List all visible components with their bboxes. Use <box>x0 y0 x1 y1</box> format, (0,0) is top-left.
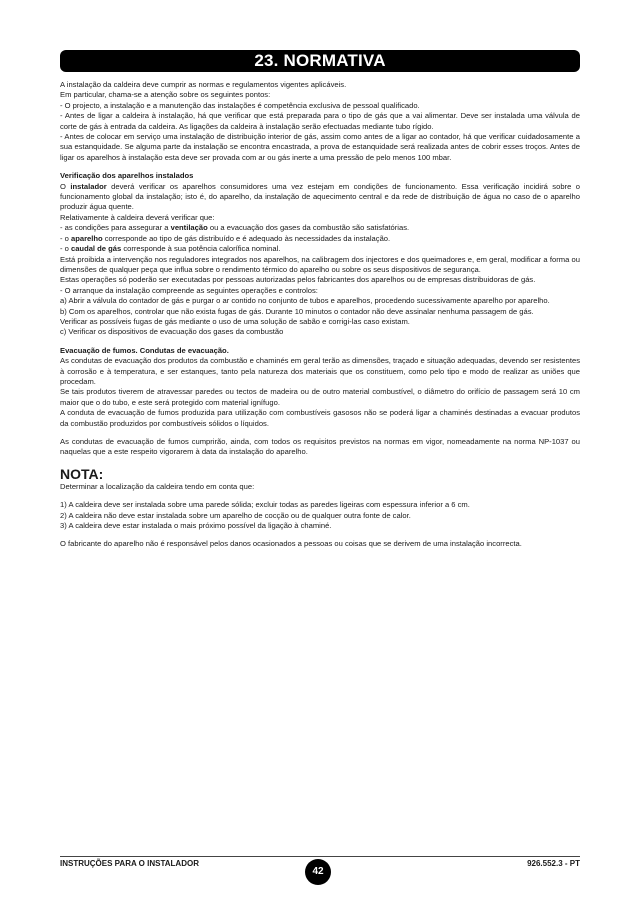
verificacao-paragraph: Está proibida a intervenção nos reguladores integrados nos aparelhos, na calibragem dos injectores e dos queimadores e, em geral, modificar a forma ou dimensões de qualquer peça que influa sobre o rendimento térmico do aparelho ou sobre os seus dispositivos de segurança. <box>60 254 580 274</box>
verificacao-bullet: - o aparelho corresponde ao tipo de gás distribuído e é adequado às necessidades da instalação. <box>60 233 391 243</box>
footer-manual-title: INSTRUÇÕES PARA O INSTALADOR <box>60 859 199 868</box>
intro-line: A instalação da caldeira deve cumprir as normas e regulamentos vigentes aplicáveis. <box>60 80 347 89</box>
document-body <box>60 80 580 550</box>
page-number: 42 <box>305 859 331 885</box>
verificacao-heading: Verificação dos aparelhos instalados <box>60 171 194 181</box>
footer-divider <box>60 856 580 857</box>
nota-heading: NOTA: <box>60 465 104 482</box>
nota-item: 3) A caldeira deve estar instalada o mais próximo possível da ligação à chaminé. <box>60 521 332 531</box>
verificacao-paragraph: O instalador deverá verificar os aparelhos consumidores uma vez estejam em condições de funcionamento. Essa verificação incidirá sobre o funcionamento global da instalação; isto é, do aparelho, da instalação de aquecimento central e da rede de distribuição de água no caso de o aparelho produzir água quente. <box>60 181 580 212</box>
nota-intro: Determinar a localização da caldeira tendo em conta que: <box>60 481 255 491</box>
nota-disclaimer: O fabricante do aparelho não é responsável pelos danos ocasionados a pessoas ou coisas que se derivem de uma instalação incorrecta. <box>60 539 522 549</box>
intro-line: Em particular, chama-se a atenção sobre os seguintes pontos: <box>60 90 271 100</box>
evacuacao-paragraph: A conduta de evacuação de fumos produzida para utilização com combustíveis gasosos não se poderá ligar a chaminés destinadas a evacuar produtos da combustão produzidos por combustíveis sólidos o líquidos. <box>60 408 580 428</box>
evacuacao-paragraph: As condutas de evacuação dos produtos da combustão e chaminés em geral terão as dimensões, traçado e situação adequadas, devendo ser resistentes à corrosão e à temperatura, e ser estanques, tanto pela natureza dos materiais que os constituem, como pelo tipo e modo de realizar as uniões que procedam. <box>60 356 580 386</box>
intro-line: - Antes de colocar em serviço uma instalação de distribuição interior de gás, assim como antes de a ligar ao contador, há que verificar cuidadosamente a sua estanquidade. Se alguma parte da instalação se encontra encastrada, a prova de estanquidade será realizada antes de cobrir esses troços. Antes de ligar os aparelhos à instalação esta deve ser provada com ar ou gás inerte a uma pressão de pelo menos 100 mbar. <box>60 132 580 162</box>
footer-document-code: 926.552.3 - PT <box>527 859 580 868</box>
intro-line: - Antes de ligar a caldeira à instalação, há que verificar que está preparada para o tipo de gás que a vai alimentar. Deve ser instalada uma válvula de corte de gás à entrada da caldeira. As ligações da caldeira à instalação serão efectuadas mediante tubo rígido. <box>60 111 580 131</box>
verificacao-bullet: - as condições para assegurar a ventilação ou a evacuação dos gases da combustão são satisfatórias. <box>60 223 410 233</box>
verificacao-paragraph: b) Com os aparelhos, controlar que não exista fugas de gás. Durante 10 minutos o contador não deve assinalar nenhuma passagem de gás. <box>60 306 534 316</box>
evacuacao-heading: Evacuação de fumos. Condutas de evacuação. <box>60 345 229 355</box>
verificacao-paragraph: a) Abrir a válvula do contador de gás e purgar o ar contido no conjunto de tubos e aparelhos, procedendo sucessivamente aparelho por aparelho. <box>60 296 550 306</box>
verificacao-paragraph: - O arranque da instalação compreende as seguintes operações e controlos: <box>60 285 318 295</box>
verificacao-paragraph: Estas operações só poderão ser executadas por pessoas autorizadas pelos fabricantes dos aparelhos ou de empresas distribuidoras de gás. <box>60 275 536 285</box>
nota-item: 2) A caldeira não deve estar instalada sobre um aparelho de cocção ou de qualquer outra fonte de calor. <box>60 510 411 520</box>
verificacao-bullet: - o caudal de gás corresponde à sua potência calorífica nominal. <box>60 244 281 254</box>
nota-item: 1) A caldeira deve ser instalada sobre uma parede sólida; excluir todas as paredes ligeiras com espessura inferior a 6 cm. <box>60 500 470 510</box>
intro-line: - O projecto, a instalação e a manutenção das instalações é competência exclusiva de pessoal qualificado. <box>60 100 420 110</box>
verificacao-paragraph: Relativamente à caldeira deverá verificar que: <box>60 212 215 222</box>
evacuacao-paragraph: As condutas de evacuação de fumos cumprirão, ainda, com todos os requisitos previstos na normas em vigor, nomeadamente na norma NP-1037 ou naquelas que a este respeito vigorarem à data da instalação do aparelho. <box>60 437 580 457</box>
verificacao-paragraph: Verificar as possíveis fugas de gás mediante o uso de uma solução de sabão e corrigi-las caso existam. <box>60 316 410 326</box>
verificacao-paragraph: c) Verificar os dispositivos de evacuação dos gases da combustão <box>60 327 284 337</box>
evacuacao-paragraph: Se tais produtos tiverem de atravessar paredes ou tectos de madeira ou de outro material combustível, o diâmetro do orifício de passagem será 10 cm maior que o do tubo, e este será protegido com material ignífugo. <box>60 387 580 407</box>
section-title: 23. NORMATIVA <box>60 50 580 72</box>
